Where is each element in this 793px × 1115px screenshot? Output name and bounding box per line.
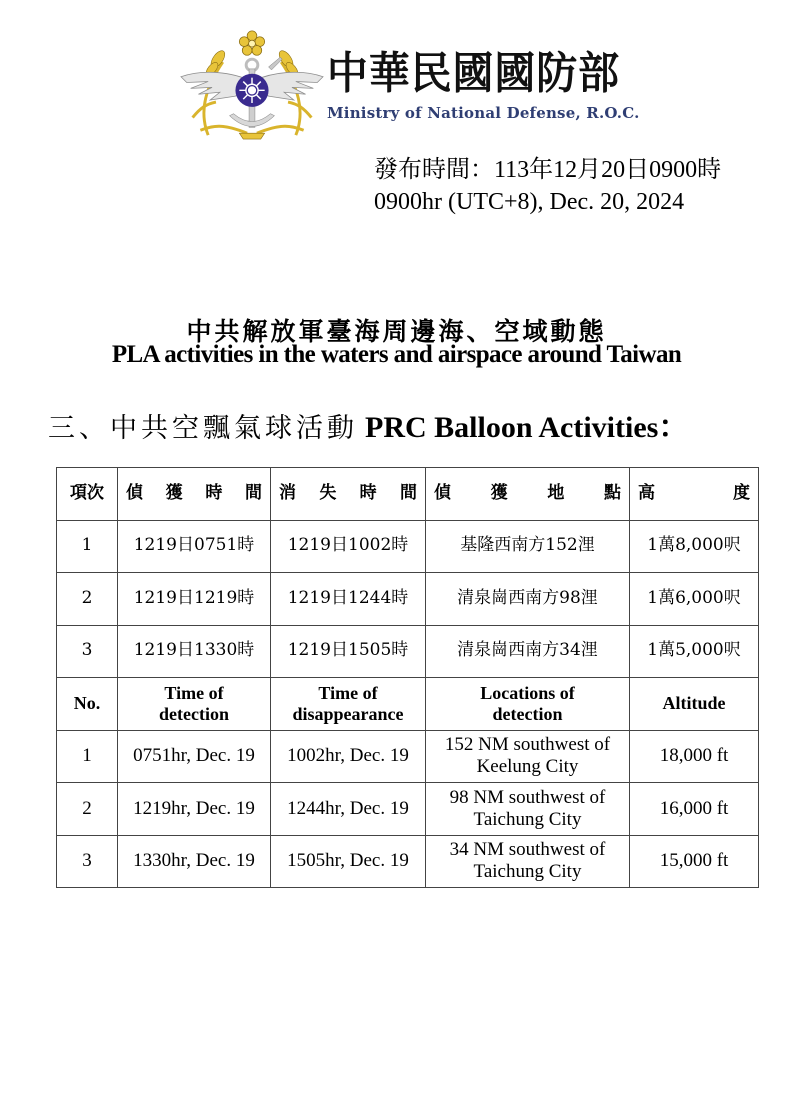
cell-disappear-time: 1244hr, Dec. 19 — [271, 783, 426, 836]
cell-detect-time: 1219hr, Dec. 19 — [118, 783, 271, 836]
release-time-zh: 發布時間：113年12月20日0900時 — [374, 157, 722, 183]
cell-no: 1 — [57, 730, 118, 783]
cell-disappear-time: 1219日1244時 — [271, 573, 426, 626]
page-title-en: PLA activities in the waters and airspace around Taiwan — [111, 341, 682, 368]
table-row — [57, 573, 759, 626]
header-cell: 項次 — [57, 468, 118, 521]
cell-location: 清泉崗西南方34浬 — [426, 625, 630, 678]
cell-disappear-time: 1505hr, Dec. 19 — [271, 835, 426, 888]
section-heading-en: PRC Balloon Activities： — [365, 411, 689, 444]
cell-no: 3 — [57, 625, 118, 678]
cell-detect-time: 1219日1219時 — [118, 573, 271, 626]
cell-disappear-time: 1219日1002時 — [271, 520, 426, 573]
table-row — [57, 783, 759, 836]
ministry-name-zh: 中華民國國防部 — [327, 48, 620, 99]
header-cell: Time of disappearance — [271, 678, 426, 731]
page-title-zh: 中共解放軍臺海周邊海、空域動態 — [186, 317, 607, 346]
release-time-en: 0900hr (UTC+8), Dec. 20, 2024 — [374, 189, 685, 215]
header-cell: 高 度 — [630, 468, 759, 521]
cell-altitude: 15,000 ft — [630, 835, 759, 888]
cell-no: 2 — [57, 783, 118, 836]
cell-detect-time: 1219日1330時 — [118, 625, 271, 678]
cell-altitude: 1萬8,000呎 — [630, 520, 759, 573]
cell-altitude: 1萬5,000呎 — [630, 625, 759, 678]
cell-detect-time: 0751hr, Dec. 19 — [118, 730, 271, 783]
cell-disappear-time: 1002hr, Dec. 19 — [271, 730, 426, 783]
table-row — [57, 730, 759, 783]
header-cell: 偵 獲 時 間 — [118, 468, 271, 521]
header-cell: Altitude — [630, 678, 759, 731]
cell-disappear-time: 1219日1505時 — [271, 625, 426, 678]
section-heading — [48, 402, 688, 446]
balloon-activities-table — [56, 467, 759, 888]
table-row — [57, 520, 759, 573]
cell-no: 2 — [57, 573, 118, 626]
ministry-name-en: Ministry of National Defense, R.O.C. — [327, 104, 640, 122]
table-row — [57, 625, 759, 678]
cell-location: 34 NM southwest of Taichung City — [426, 835, 630, 888]
table-row — [57, 835, 759, 888]
table-header-row-en — [57, 678, 759, 731]
cell-altitude: 18,000 ft — [630, 730, 759, 783]
header-cell: Time of detection — [118, 678, 271, 731]
header-cell: 消 失 時 間 — [271, 468, 426, 521]
header-cell: No. — [57, 678, 118, 731]
cell-no: 3 — [57, 835, 118, 888]
cell-altitude: 1萬6,000呎 — [630, 573, 759, 626]
cell-detect-time: 1330hr, Dec. 19 — [118, 835, 271, 888]
cell-location: 清泉崗西南方98浬 — [426, 573, 630, 626]
table-header-row-zh — [57, 468, 759, 521]
header-cell: Locations of detection — [426, 678, 630, 731]
mnd-emblem-icon — [178, 28, 326, 140]
cell-no: 1 — [57, 520, 118, 573]
header-cell: 偵 獲 地 點 — [426, 468, 630, 521]
section-heading-zh: 三、中共空飄氣球活動 — [48, 413, 358, 444]
cell-location: 基隆西南方152浬 — [426, 520, 630, 573]
section-heading-separator — [358, 413, 365, 444]
cell-location: 152 NM southwest of Keelung City — [426, 730, 630, 783]
cell-detect-time: 1219日0751時 — [118, 520, 271, 573]
cell-altitude: 16,000 ft — [630, 783, 759, 836]
cell-location: 98 NM southwest of Taichung City — [426, 783, 630, 836]
